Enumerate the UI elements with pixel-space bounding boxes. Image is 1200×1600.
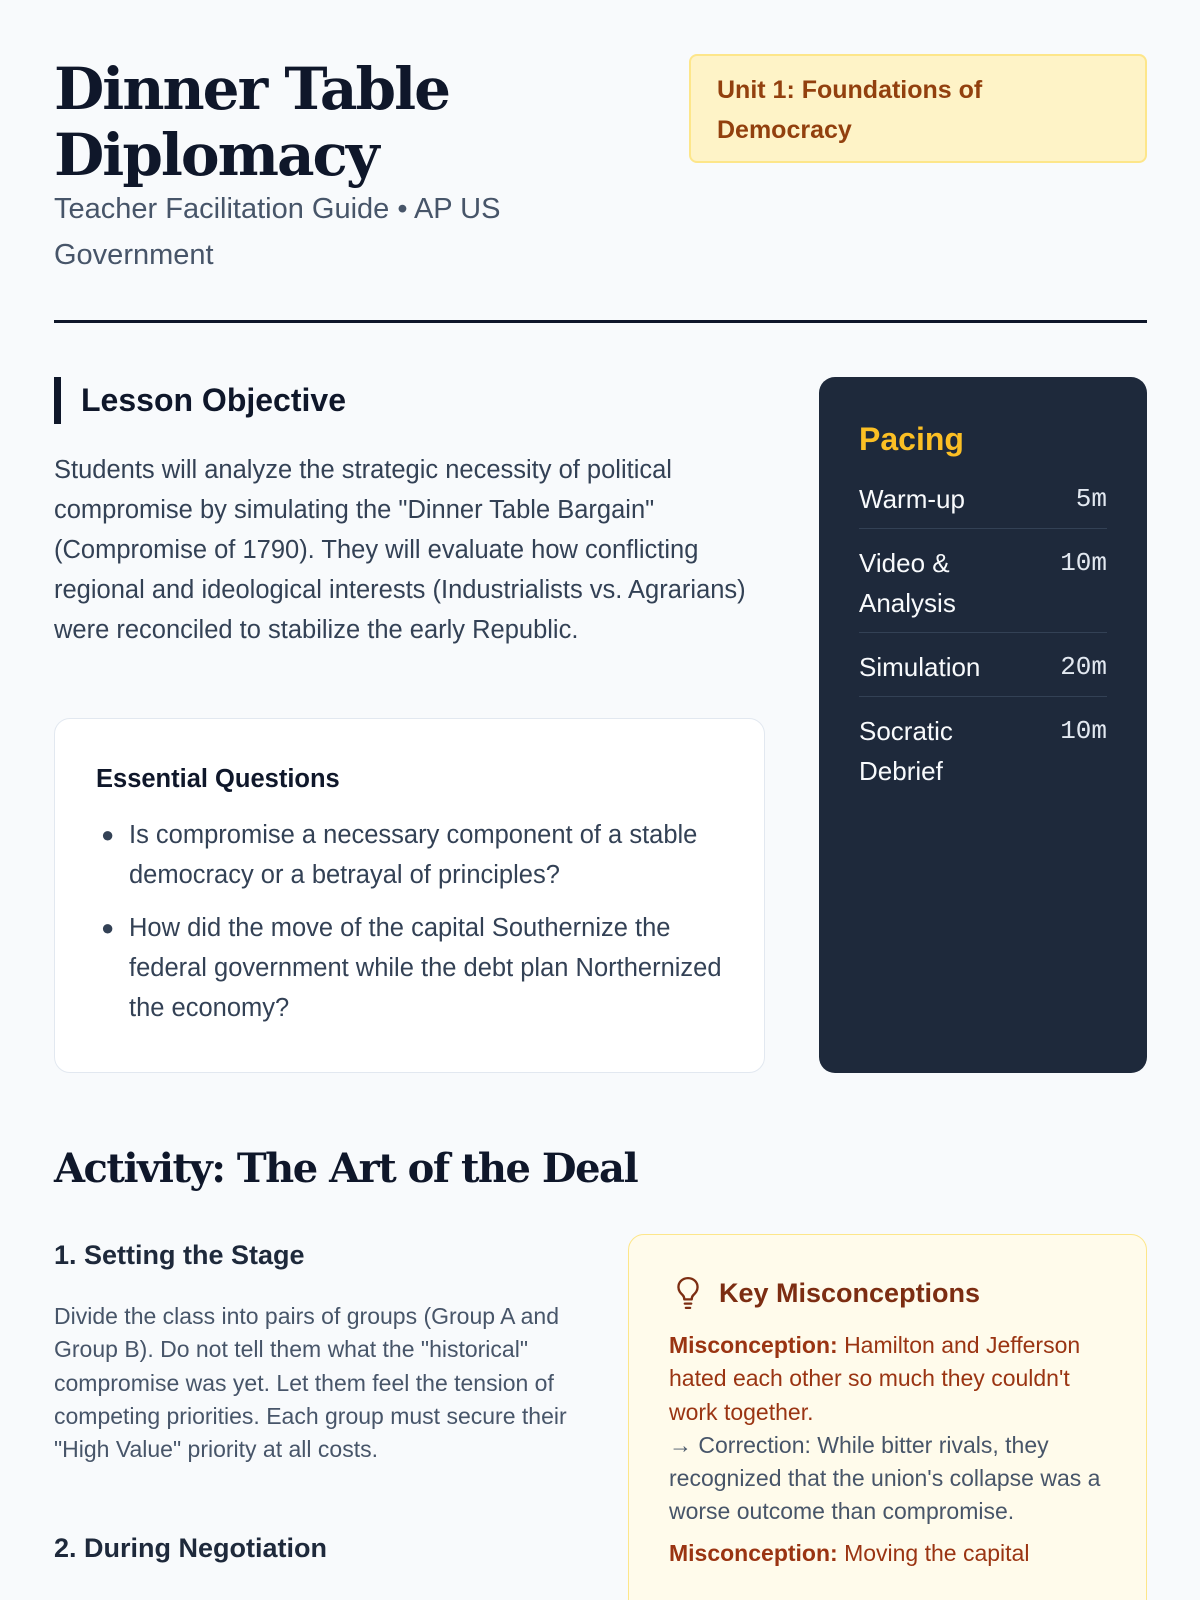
objective-text: Students will analyze the strategic necessity of political compromise by simulating the "Dinner Table Bargain" (Compromise of 1790). They will evaluate how conflicting regional and ideological interests (Industrialists vs. Agrarians) were reconciled to stabilize the early Republic.: [54, 456, 746, 644]
question-text: Is compromise a necessary component of a stable democracy or a betrayal of principles?: [129, 821, 698, 889]
misconceptions-header: [669, 1273, 1106, 1313]
pacing-row: [859, 543, 1107, 633]
pacing-row: [859, 479, 1107, 529]
objective-heading: Lesson Objective: [54, 377, 346, 424]
misconception-item: [669, 1329, 1106, 1529]
step-body: Divide the class into pairs of groups (Group A and Group B). Do not tell them what the "historical" compromise was yet. Let them feel the tension of competing priorities. Each group must secure their "High Value" priority at all costs.: [54, 1303, 567, 1463]
pacing-panel: [819, 377, 1147, 1073]
misconception-text: Hamilton and Jefferson hated each other so much they couldn't work together.: [669, 1332, 1081, 1425]
misconceptions-card: [628, 1234, 1147, 1600]
list-item: [96, 908, 724, 1028]
bullet-icon: ●: [101, 915, 115, 940]
pacing-time: 5m: [1075, 484, 1107, 514]
step-heading: 2. During Negotiation: [54, 1533, 327, 1563]
essential-questions-card: [54, 718, 765, 1073]
misconception-correction: → Correction: While bitter rivals, they recognized that the union's collapse was a worse outcome than compromise.: [669, 1431, 1101, 1525]
pacing-label: Warm-up: [859, 484, 965, 514]
misconception-label: Misconception:: [669, 1539, 838, 1566]
step-heading: 1. Setting the Stage: [54, 1240, 305, 1270]
page-title: Dinner Table Diplomacy: [54, 55, 449, 189]
unit-badge: Unit 1: Foundations of Democracy: [689, 54, 1147, 163]
pacing-time: 20m: [1060, 652, 1107, 682]
pacing-time: 10m: [1060, 548, 1107, 578]
lightbulb-icon: [675, 1276, 701, 1310]
pacing-title: Pacing: [859, 421, 964, 457]
misconception-label: Misconception:: [669, 1332, 838, 1358]
essential-questions-list: [96, 815, 724, 1028]
misconceptions-title: Key Misconceptions: [719, 1278, 981, 1308]
pacing-row: [859, 647, 1107, 697]
page-subtitle: Teacher Facilitation Guide • AP US Government: [54, 193, 501, 271]
pacing-label: Socratic Debrief: [859, 716, 953, 786]
pacing-label: Simulation: [859, 652, 981, 682]
misconception-text: Moving the capital: [844, 1539, 1030, 1566]
pacing-label: Video & Analysis: [859, 548, 956, 618]
misconception-item: [669, 1537, 1106, 1570]
pacing-time: 10m: [1060, 716, 1107, 746]
essential-questions-title: Essential Questions: [96, 765, 340, 793]
pacing-row: [859, 711, 1107, 800]
bullet-icon: ●: [101, 822, 115, 847]
header-divider: [54, 320, 1147, 323]
list-item: [96, 815, 724, 895]
activity-heading: Activity: The Art of the Deal: [54, 1145, 638, 1192]
question-text: How did the move of the capital Southernize the federal government while the debt plan Northernized the economy?: [129, 914, 722, 1022]
